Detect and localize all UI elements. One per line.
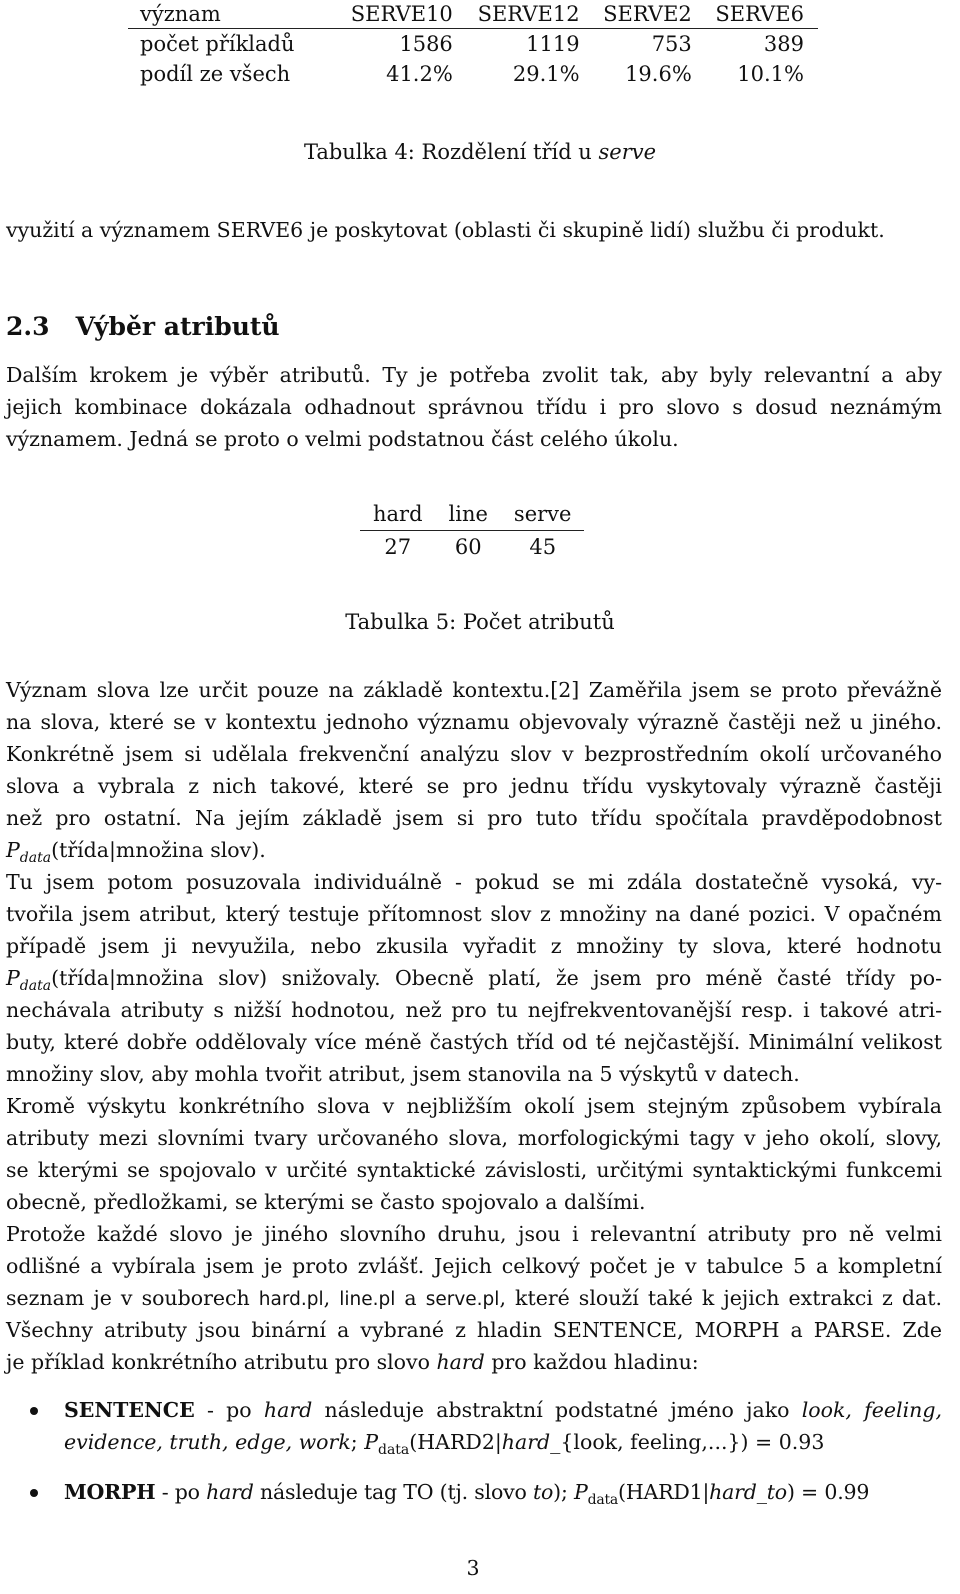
table-cell: serve <box>501 498 585 531</box>
body-text <box>6 674 942 1378</box>
text-fragment: . <box>259 838 266 862</box>
table-cell: 60 <box>454 535 482 559</box>
table-cell: SERVE2 <box>594 0 706 29</box>
formula-args: (třída|množina slov) <box>51 838 260 862</box>
text-line: nechávala atributy s nižší hodnotou, než pro tu nejfrekventovanější resp. i takové atri- <box>6 998 942 1022</box>
table-cell: 1119 <box>526 32 580 56</box>
formula-italic: hard_to <box>709 1480 787 1504</box>
section-heading <box>6 312 280 341</box>
table-cell: podíl ze všech <box>140 62 291 86</box>
text-line: Všechny atributy jsou binární a vybrané z hladin SENTENCE, MORPH a PARSE. Zde <box>6 1318 942 1342</box>
table-4 <box>128 0 818 89</box>
formula: _{look, feeling,...}) = 0.93 <box>550 1430 825 1454</box>
table-cell: SERVE6 <box>706 0 818 29</box>
italic-word: to <box>532 1480 554 1504</box>
text-fragment: seznam je v souborech <box>6 1286 259 1310</box>
table-cell: SERVE12 <box>467 0 594 29</box>
continuation-text: využití a významem SERVE6 je poskytovat (oblasti či skupině lidí) službu či produkt. <box>6 218 885 242</box>
text-line <box>64 1394 942 1426</box>
text-line: množiny slov, aby mohla tvořit atribut, jsem stanovila na 5 výskytů v datech. <box>6 1062 800 1086</box>
table-cell: význam <box>128 0 340 29</box>
text-fragment: snižovaly. Obecně platí, že jsem pro méně časté třídy po- <box>267 966 942 990</box>
text-line <box>64 1476 942 1508</box>
formula-subscript: data <box>377 1442 410 1459</box>
table-cell: 45 <box>529 535 557 559</box>
text-line <box>6 834 942 866</box>
text-line: Protože každé slovo je jiného slovního druhu, jsou i relevantní atributy pro ně velmi <box>6 1222 942 1246</box>
list-term: SENTENCE <box>64 1398 195 1422</box>
file-name: serve.pl <box>425 1289 500 1310</box>
table-5 <box>360 498 584 563</box>
formula: (HARD2| <box>409 1430 502 1454</box>
table-cell: 19.6% <box>625 62 692 86</box>
formula: (HARD1| <box>618 1480 710 1504</box>
section-number: 2.3 <box>6 312 50 341</box>
text-fragment: , <box>323 1286 340 1310</box>
table-4-caption <box>0 140 960 164</box>
table-5-caption: Tabulka 5: Počet atributů <box>345 610 615 634</box>
table-cell: 1586 <box>399 32 453 56</box>
text-fragment: , které slouží také k jejich extrakci z dat. <box>499 1286 942 1310</box>
text-line: Dalším krokem je výběr atributů. Ty je potřeba zvolit tak, aby byly relevantní a aby <box>6 363 942 387</box>
formula-subscript: data <box>587 1492 619 1509</box>
text-fragment: a <box>395 1286 426 1310</box>
text-line: Konkrétně jsem si udělala frekvenční analýzu slov v bezprostředním okolí určovaného <box>6 742 942 766</box>
italic-word: hard <box>206 1480 254 1504</box>
formula-subscript: data <box>19 850 52 867</box>
italic-word: evidence, truth, edge, work <box>64 1430 351 1454</box>
text-line: buty, které dobře oddělovaly více méně častých tříd od té nejčastější. Minimální velikost <box>6 1030 942 1054</box>
text-fragment: ; <box>350 1430 365 1454</box>
caption-text: Tabulka 4: Rozdělení tříd u <box>303 140 599 164</box>
italic-word: look, feeling, <box>801 1398 942 1422</box>
table-cell: 753 <box>651 32 692 56</box>
table-cell: počet příkladů <box>140 32 295 56</box>
formula: ) = 0.99 <box>786 1480 870 1504</box>
text-line <box>64 1426 942 1458</box>
bullet-icon <box>30 1407 38 1415</box>
page-number: 3 <box>466 1556 480 1580</box>
formula-p: P <box>573 1480 588 1504</box>
text-line: případě jsem ji nevyužila, nebo zkusila vyřadit z množiny ty slova, které hodnotu <box>6 934 942 958</box>
text-line: slova a vybrala z nich takové, které se pro jednu třídu vyskytovaly výrazně častěji <box>6 774 942 798</box>
table-cell: 29.1% <box>512 62 580 86</box>
text-fragment: následuje abstraktní podstatné jméno jako <box>312 1398 802 1422</box>
formula-subscript: data <box>19 978 52 995</box>
text-line: atributy mezi slovními tvary určovaného slova, morfologickými tagy v jeho okolí, slovy, <box>6 1126 942 1150</box>
text-fragment: ); <box>553 1480 574 1504</box>
table-row <box>128 59 818 89</box>
text-line: Tu jsem potom posuzovala individuálně - pokud se mi zdála dostatečně vysoká, vy- <box>6 870 942 894</box>
formula-p: P <box>6 838 20 862</box>
table-cell: 10.1% <box>737 62 804 86</box>
text-line: tvořila jsem atribut, který testuje přítomnost slov z množiny na dané pozici. V opačném <box>6 902 942 926</box>
table-cell: 27 <box>384 535 412 559</box>
text-line <box>6 1282 942 1314</box>
formula-p: P <box>364 1430 378 1454</box>
list-item <box>0 1476 942 1508</box>
text-fragment: je příklad konkrétního atributu pro slovo <box>6 1350 437 1374</box>
list-term: MORPH <box>64 1480 156 1504</box>
table-5-header <box>360 498 584 531</box>
text-line: odlišné a vybírala jsem je proto zvlášť. Jejich celkový počet je v tabulce 5 a kompletní <box>6 1254 942 1278</box>
text-line: obecně, předložkami, se kterými se často spojovalo a dalšími. <box>6 1190 646 1214</box>
table-4-header <box>128 0 818 29</box>
text-fragment: pro každou hladinu: <box>484 1350 699 1374</box>
table-cell: hard <box>360 498 436 531</box>
file-name: line.pl <box>339 1289 396 1310</box>
section-title: Výběr atributů <box>75 312 280 341</box>
caption-italic-word: serve <box>598 140 657 164</box>
italic-word: hard <box>263 1398 313 1422</box>
text-line: významem. Jedná se proto o velmi podstatnou část celého úkolu. <box>6 427 679 451</box>
table-cell: 389 <box>763 32 804 56</box>
table-row <box>128 29 818 60</box>
text-fragment: následuje tag TO (tj. slovo <box>253 1480 533 1504</box>
text-line: jejich kombinace dokázala odhadnout správnou třídu i pro slovo s dosud neznámým <box>6 395 942 419</box>
file-name: hard.pl <box>258 1289 324 1310</box>
formula-italic: hard <box>501 1430 551 1454</box>
text-fragment: - po <box>155 1480 207 1504</box>
table-cell: 41.2% <box>386 62 453 86</box>
list-item <box>0 1394 942 1476</box>
table-row <box>360 531 584 564</box>
text-line: Kromě výskytu konkrétního slova v nejbližším okolí jsem stejným způsobem vybírala <box>6 1094 942 1118</box>
text-line: na slova, které se v kontextu jednoho významu objevovaly výrazně častěji než u jiného. <box>6 710 942 734</box>
formula-args: (třída|množina slov) <box>51 966 268 990</box>
formula-p: P <box>6 966 20 990</box>
bullet-icon <box>30 1489 38 1497</box>
text-fragment: - po <box>194 1398 264 1422</box>
text-line <box>6 962 942 994</box>
italic-word: hard <box>436 1350 485 1374</box>
text-line: než pro ostatní. Na jejím základě jsem si pro tuto třídu spočítala pravděpodobnost <box>6 806 942 830</box>
text-line: Význam slova lze určit pouze na základě kontextu.[2] Zaměřila jsem se proto převážně <box>6 678 942 702</box>
table-cell: SERVE10 <box>340 0 467 29</box>
text-line: se kterými se spojovalo v určité syntaktické závislosti, určitými syntaktickými funkcemi <box>6 1158 942 1182</box>
intro-paragraph <box>6 359 942 455</box>
table-cell: line <box>436 498 501 531</box>
attribute-list <box>0 1394 942 1508</box>
text-line <box>6 1346 942 1378</box>
